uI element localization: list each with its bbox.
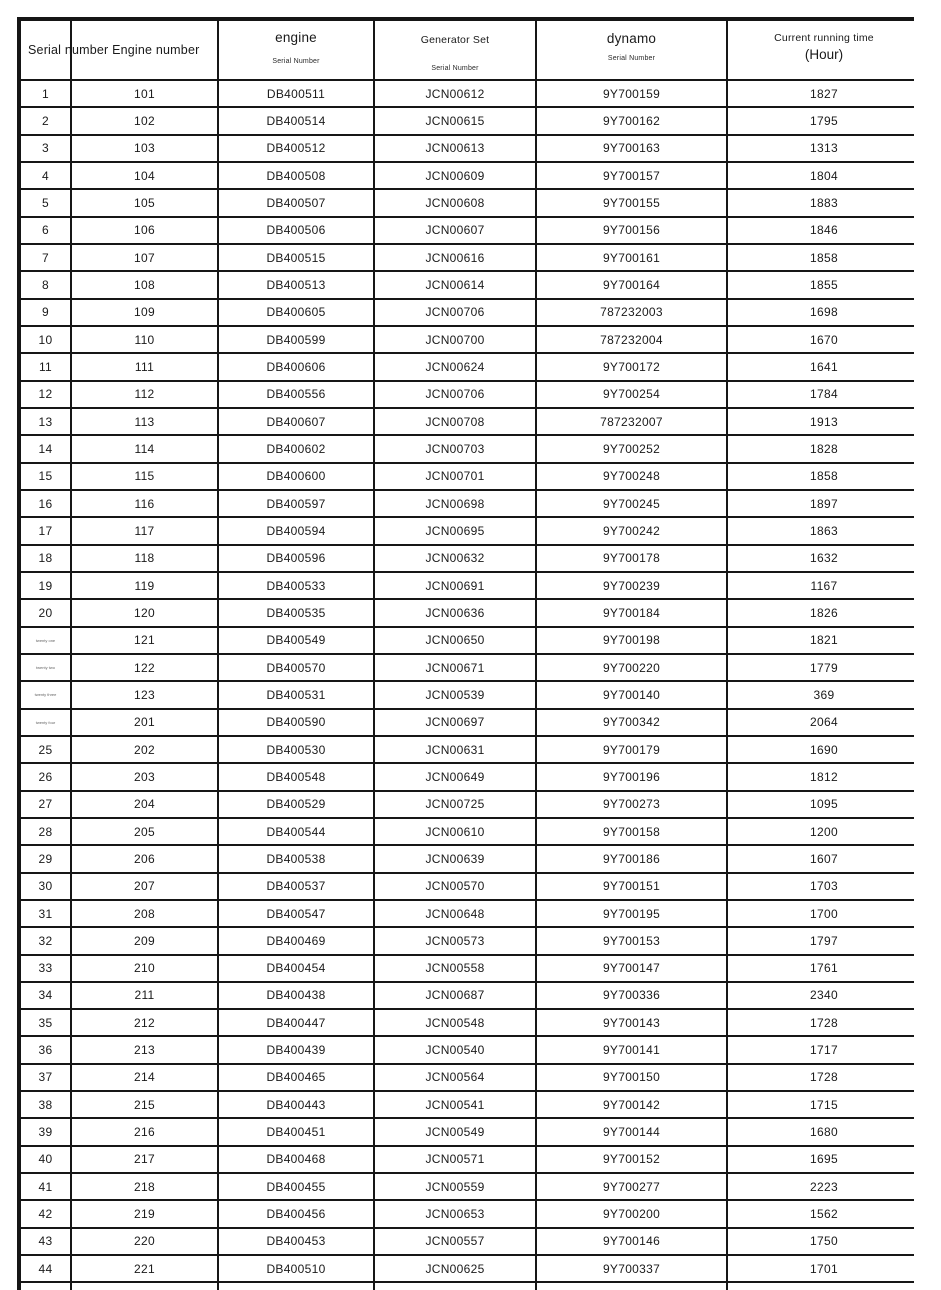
generator-serial-cell: JCN00571 xyxy=(375,1147,535,1172)
dynamo-serial-cell: 9Y700144 xyxy=(537,1119,726,1144)
dynamo-serial-cell: 9Y700155 xyxy=(537,190,726,215)
header-serial-engine-number-label: Serial number Engine number xyxy=(28,43,200,57)
running-time-cell: 1750 xyxy=(728,1229,920,1254)
serial-number-cell: 6 xyxy=(21,218,70,243)
generator-serial-cell: JCN00706 xyxy=(375,300,535,325)
serial-number-cell: 17 xyxy=(21,518,70,543)
engine-number-cell: 214 xyxy=(72,1065,217,1090)
serial-number-cell: 20 xyxy=(21,600,70,625)
engine-serial-cell: DB400510 xyxy=(219,1256,373,1281)
generator-serial-cell: JCN00650 xyxy=(375,628,535,653)
engine-number-cell: 110 xyxy=(72,327,217,352)
dynamo-serial-cell: 9Y700196 xyxy=(537,764,726,789)
dynamo-serial-cell: 9Y700248 xyxy=(537,464,726,489)
dynamo-serial-cell: 9Y700142 xyxy=(537,1092,726,1117)
engine-serial-cell: DB400439 xyxy=(219,1037,373,1062)
serial-number-cell: twenty four xyxy=(21,710,70,735)
engine-serial-cell: DB400607 xyxy=(219,409,373,434)
dynamo-serial-cell: 9Y700153 xyxy=(537,928,726,953)
generator-serial-cell: JCN00725 xyxy=(375,792,535,817)
header-generator-serial-main: Generator Set xyxy=(420,34,490,46)
engine-number-cell: 120 xyxy=(72,600,217,625)
engine-number-cell: 212 xyxy=(72,1010,217,1035)
generator-serial-cell: JCN00625 xyxy=(375,1256,535,1281)
running-time-cell-partial xyxy=(728,1283,920,1290)
serial-number-cell: 16 xyxy=(21,491,70,516)
engine-serial-cell: DB400605 xyxy=(219,300,373,325)
generator-serial-cell: JCN00671 xyxy=(375,655,535,680)
running-time-cell: 1607 xyxy=(728,846,920,871)
generator-serial-cell: JCN00609 xyxy=(375,163,535,188)
running-time-cell: 1695 xyxy=(728,1147,920,1172)
dynamo-serial-cell: 9Y700152 xyxy=(537,1147,726,1172)
serial-number-cell: 2 xyxy=(21,108,70,133)
dynamo-serial-cell: 9Y700146 xyxy=(537,1229,726,1254)
serial-number-cell: 26 xyxy=(21,764,70,789)
engine-number-cell: 215 xyxy=(72,1092,217,1117)
engine-number-cell: 101 xyxy=(72,81,217,106)
running-time-cell: 1167 xyxy=(728,573,920,598)
engine-serial-cell-partial xyxy=(219,1283,373,1290)
engine-number-cell: 206 xyxy=(72,846,217,871)
running-time-cell: 1717 xyxy=(728,1037,920,1062)
engine-serial-cell: DB400453 xyxy=(219,1229,373,1254)
running-time-cell: 1828 xyxy=(728,436,920,461)
running-time-cell: 2223 xyxy=(728,1174,920,1199)
generator-serial-cell: JCN00701 xyxy=(375,464,535,489)
generator-serial-cell: JCN00612 xyxy=(375,81,535,106)
serial-number-cell: 13 xyxy=(21,409,70,434)
generator-serial-cell: JCN00549 xyxy=(375,1119,535,1144)
serial-number-cell: 15 xyxy=(21,464,70,489)
header-engine-serial xyxy=(219,21,373,79)
engine-serial-cell: DB400454 xyxy=(219,956,373,981)
generator-serial-cell: JCN00616 xyxy=(375,245,535,270)
header-running-time xyxy=(728,21,920,79)
running-time-cell: 1812 xyxy=(728,764,920,789)
generator-serial-cell: JCN00700 xyxy=(375,327,535,352)
serial-number-cell: 35 xyxy=(21,1010,70,1035)
engine-serial-cell: DB400530 xyxy=(219,737,373,762)
running-time-cell: 369 xyxy=(728,682,920,707)
engine-serial-cell: DB400456 xyxy=(219,1201,373,1226)
engine-serial-cell: DB400469 xyxy=(219,928,373,953)
engine-number-cell: 116 xyxy=(72,491,217,516)
engine-serial-cell: DB400549 xyxy=(219,628,373,653)
running-time-cell: 1700 xyxy=(728,901,920,926)
running-time-cell: 1897 xyxy=(728,491,920,516)
engine-number-cell: 210 xyxy=(72,956,217,981)
dynamo-serial-cell: 9Y700172 xyxy=(537,354,726,379)
serial-number-cell: 25 xyxy=(21,737,70,762)
generator-serial-cell: JCN00649 xyxy=(375,764,535,789)
engine-serial-cell: DB400515 xyxy=(219,245,373,270)
serial-number-cell: 5 xyxy=(21,190,70,215)
serial-number-cell: 43 xyxy=(21,1229,70,1254)
engine-serial-cell: DB400438 xyxy=(219,983,373,1008)
engine-number-cell: 213 xyxy=(72,1037,217,1062)
running-time-cell: 1680 xyxy=(728,1119,920,1144)
engine-serial-cell: DB400596 xyxy=(219,546,373,571)
serial-number-cell: 42 xyxy=(21,1201,70,1226)
generator-serial-cell: JCN00607 xyxy=(375,218,535,243)
engine-serial-cell: DB400556 xyxy=(219,382,373,407)
engine-serial-cell: DB400599 xyxy=(219,327,373,352)
engine-serial-cell: DB400544 xyxy=(219,819,373,844)
engine-number-cell: 103 xyxy=(72,136,217,161)
dynamo-serial-cell: 9Y700147 xyxy=(537,956,726,981)
generator-serial-cell: JCN00624 xyxy=(375,354,535,379)
document-page xyxy=(17,17,924,1290)
generator-serial-cell: JCN00636 xyxy=(375,600,535,625)
serial-number-cell: 12 xyxy=(21,382,70,407)
running-time-cell: 1715 xyxy=(728,1092,920,1117)
header-dynamo-serial xyxy=(537,21,726,79)
dynamo-serial-cell: 9Y700198 xyxy=(537,628,726,653)
engine-serial-cell: DB400514 xyxy=(219,108,373,133)
engine-number-cell: 203 xyxy=(72,764,217,789)
engine-serial-cell: DB400451 xyxy=(219,1119,373,1144)
running-time-cell: 1728 xyxy=(728,1010,920,1035)
dynamo-serial-cell: 9Y700151 xyxy=(537,874,726,899)
engine-serial-cell: DB400531 xyxy=(219,682,373,707)
serial-number-cell: 7 xyxy=(21,245,70,270)
serial-number-cell: 19 xyxy=(21,573,70,598)
running-time-cell: 1632 xyxy=(728,546,920,571)
engine-number-cell: 112 xyxy=(72,382,217,407)
running-time-cell: 2064 xyxy=(728,710,920,735)
running-time-cell: 1701 xyxy=(728,1256,920,1281)
running-time-cell: 1779 xyxy=(728,655,920,680)
engine-serial-cell: DB400602 xyxy=(219,436,373,461)
header-generator-serial-sub: Serial Number xyxy=(431,65,479,72)
serial-number-cell: 32 xyxy=(21,928,70,953)
dynamo-serial-cell: 9Y700157 xyxy=(537,163,726,188)
engine-number-cell: 205 xyxy=(72,819,217,844)
serial-number-cell: 38 xyxy=(21,1092,70,1117)
dynamo-serial-cell: 9Y700161 xyxy=(537,245,726,270)
serial-number-cell: 44 xyxy=(21,1256,70,1281)
engine-number-cell: 115 xyxy=(72,464,217,489)
header-engine-serial-sub: Serial Number xyxy=(272,58,320,65)
engine-serial-cell: DB400465 xyxy=(219,1065,373,1090)
dynamo-serial-cell: 9Y700342 xyxy=(537,710,726,735)
engine-number-cell: 202 xyxy=(72,737,217,762)
engine-number-cell: 123 xyxy=(72,682,217,707)
running-time-cell: 1855 xyxy=(728,272,920,297)
dynamo-serial-cell: 9Y700336 xyxy=(537,983,726,1008)
engine-number-cell: 220 xyxy=(72,1229,217,1254)
dynamo-serial-cell: 9Y700178 xyxy=(537,546,726,571)
dynamo-serial-cell: 9Y700254 xyxy=(537,382,726,407)
serial-number-cell: 28 xyxy=(21,819,70,844)
engine-number-cell: 113 xyxy=(72,409,217,434)
engine-number-cell: 211 xyxy=(72,983,217,1008)
running-time-cell: 1703 xyxy=(728,874,920,899)
serial-number-cell: 18 xyxy=(21,546,70,571)
engine-generator-dynamo-serial-table xyxy=(17,17,914,1290)
dynamo-serial-cell: 9Y700150 xyxy=(537,1065,726,1090)
generator-serial-cell: JCN00639 xyxy=(375,846,535,871)
serial-number-cell: 31 xyxy=(21,901,70,926)
dynamo-serial-cell: 9Y700242 xyxy=(537,518,726,543)
engine-number-cell: 114 xyxy=(72,436,217,461)
dynamo-serial-cell: 9Y700277 xyxy=(537,1174,726,1199)
running-time-cell: 1827 xyxy=(728,81,920,106)
generator-serial-cell: JCN00687 xyxy=(375,983,535,1008)
dynamo-serial-cell: 787232007 xyxy=(537,409,726,434)
generator-serial-cell: JCN00610 xyxy=(375,819,535,844)
engine-serial-cell: DB400547 xyxy=(219,901,373,926)
dynamo-serial-cell: 9Y700220 xyxy=(537,655,726,680)
generator-serial-cell: JCN00558 xyxy=(375,956,535,981)
dynamo-serial-cell: 9Y700179 xyxy=(537,737,726,762)
dynamo-serial-cell: 9Y700163 xyxy=(537,136,726,161)
serial-number-cell: 10 xyxy=(21,327,70,352)
generator-serial-cell: JCN00608 xyxy=(375,190,535,215)
engine-serial-cell: DB400455 xyxy=(219,1174,373,1199)
generator-serial-cell: JCN00706 xyxy=(375,382,535,407)
running-time-cell: 1690 xyxy=(728,737,920,762)
dynamo-serial-cell: 9Y700252 xyxy=(537,436,726,461)
header-running-time-main: Current running time xyxy=(774,32,874,44)
engine-number-cell: 216 xyxy=(72,1119,217,1144)
serial-number-cell: 40 xyxy=(21,1147,70,1172)
header-generator-serial xyxy=(375,21,535,79)
generator-serial-cell: JCN00648 xyxy=(375,901,535,926)
dynamo-serial-cell: 9Y700158 xyxy=(537,819,726,844)
running-time-cell: 1698 xyxy=(728,300,920,325)
serial-number-cell: 14 xyxy=(21,436,70,461)
running-time-cell: 1804 xyxy=(728,163,920,188)
dynamo-serial-cell: 9Y700156 xyxy=(537,218,726,243)
engine-number-cell-partial xyxy=(72,1283,217,1290)
dynamo-serial-cell: 9Y700195 xyxy=(537,901,726,926)
running-time-cell: 1797 xyxy=(728,928,920,953)
running-time-cell: 1883 xyxy=(728,190,920,215)
engine-number-cell: 108 xyxy=(72,272,217,297)
dynamo-serial-cell: 9Y700143 xyxy=(537,1010,726,1035)
serial-number-cell: 9 xyxy=(21,300,70,325)
serial-number-cell-partial xyxy=(21,1283,70,1290)
generator-serial-cell: JCN00614 xyxy=(375,272,535,297)
running-time-cell: 1728 xyxy=(728,1065,920,1090)
dynamo-serial-cell: 787232004 xyxy=(537,327,726,352)
running-time-cell: 1784 xyxy=(728,382,920,407)
serial-number-cell: 30 xyxy=(21,874,70,899)
serial-number-cell: 4 xyxy=(21,163,70,188)
serial-number-cell: twenty two xyxy=(21,655,70,680)
serial-number-cell: twenty one xyxy=(21,628,70,653)
engine-serial-cell: DB400535 xyxy=(219,600,373,625)
engine-number-cell: 221 xyxy=(72,1256,217,1281)
serial-number-cell: 29 xyxy=(21,846,70,871)
engine-serial-cell: DB400468 xyxy=(219,1147,373,1172)
dynamo-serial-cell: 9Y700200 xyxy=(537,1201,726,1226)
generator-serial-cell: JCN00653 xyxy=(375,1201,535,1226)
running-time-cell: 1863 xyxy=(728,518,920,543)
engine-number-cell: 105 xyxy=(72,190,217,215)
generator-serial-cell: JCN00691 xyxy=(375,573,535,598)
engine-number-cell: 122 xyxy=(72,655,217,680)
generator-serial-cell: JCN00540 xyxy=(375,1037,535,1062)
dynamo-serial-cell: 9Y700159 xyxy=(537,81,726,106)
serial-number-cell: 41 xyxy=(21,1174,70,1199)
engine-number-cell: 117 xyxy=(72,518,217,543)
engine-serial-cell: DB400511 xyxy=(219,81,373,106)
generator-serial-cell: JCN00632 xyxy=(375,546,535,571)
generator-serial-cell: JCN00570 xyxy=(375,874,535,899)
engine-number-cell: 219 xyxy=(72,1201,217,1226)
serial-number-cell: 1 xyxy=(21,81,70,106)
running-time-cell: 1761 xyxy=(728,956,920,981)
engine-serial-cell: DB400548 xyxy=(219,764,373,789)
generator-serial-cell: JCN00557 xyxy=(375,1229,535,1254)
running-time-cell: 1858 xyxy=(728,245,920,270)
engine-number-cell: 208 xyxy=(72,901,217,926)
dynamo-serial-cell: 9Y700184 xyxy=(537,600,726,625)
engine-serial-cell: DB400570 xyxy=(219,655,373,680)
running-time-cell: 1200 xyxy=(728,819,920,844)
generator-serial-cell: JCN00695 xyxy=(375,518,535,543)
engine-number-cell: 121 xyxy=(72,628,217,653)
generator-serial-cell: JCN00613 xyxy=(375,136,535,161)
running-time-cell: 1913 xyxy=(728,409,920,434)
generator-serial-cell: JCN00698 xyxy=(375,491,535,516)
generator-serial-cell: JCN00697 xyxy=(375,710,535,735)
engine-serial-cell: DB400594 xyxy=(219,518,373,543)
dynamo-serial-cell: 9Y700141 xyxy=(537,1037,726,1062)
engine-number-cell: 201 xyxy=(72,710,217,735)
engine-serial-cell: DB400506 xyxy=(219,218,373,243)
header-running-time-sub: (Hour) xyxy=(804,47,844,62)
dynamo-serial-cell: 9Y700164 xyxy=(537,272,726,297)
engine-number-cell: 111 xyxy=(72,354,217,379)
engine-serial-cell: DB400443 xyxy=(219,1092,373,1117)
generator-serial-cell: JCN00615 xyxy=(375,108,535,133)
engine-serial-cell: DB400508 xyxy=(219,163,373,188)
engine-serial-cell: DB400537 xyxy=(219,874,373,899)
generator-serial-cell: JCN00548 xyxy=(375,1010,535,1035)
engine-number-cell: 104 xyxy=(72,163,217,188)
dynamo-serial-cell: 787232003 xyxy=(537,300,726,325)
engine-serial-cell: DB400513 xyxy=(219,272,373,297)
engine-number-cell: 109 xyxy=(72,300,217,325)
running-time-cell: 1670 xyxy=(728,327,920,352)
serial-number-cell: 8 xyxy=(21,272,70,297)
dynamo-serial-cell: 9Y700245 xyxy=(537,491,726,516)
serial-number-cell: 39 xyxy=(21,1119,70,1144)
running-time-cell: 1095 xyxy=(728,792,920,817)
engine-number-cell: 102 xyxy=(72,108,217,133)
engine-serial-cell: DB400600 xyxy=(219,464,373,489)
dynamo-serial-cell: 9Y700162 xyxy=(537,108,726,133)
dynamo-serial-cell: 9Y700186 xyxy=(537,846,726,871)
generator-serial-cell: JCN00541 xyxy=(375,1092,535,1117)
engine-serial-cell: DB400597 xyxy=(219,491,373,516)
engine-number-cell: 119 xyxy=(72,573,217,598)
generator-serial-cell: JCN00703 xyxy=(375,436,535,461)
running-time-cell: 1821 xyxy=(728,628,920,653)
serial-number-cell: 33 xyxy=(21,956,70,981)
engine-number-cell: 118 xyxy=(72,546,217,571)
engine-serial-cell: DB400533 xyxy=(219,573,373,598)
dynamo-serial-cell: 9Y700273 xyxy=(537,792,726,817)
engine-number-cell: 207 xyxy=(72,874,217,899)
dynamo-serial-cell: 9Y700337 xyxy=(537,1256,726,1281)
engine-number-cell: 217 xyxy=(72,1147,217,1172)
engine-serial-cell: DB400606 xyxy=(219,354,373,379)
engine-number-cell: 106 xyxy=(72,218,217,243)
running-time-cell: 1858 xyxy=(728,464,920,489)
header-dynamo-serial-main: dynamo xyxy=(606,31,657,46)
serial-number-cell: 11 xyxy=(21,354,70,379)
engine-number-cell: 209 xyxy=(72,928,217,953)
running-time-cell: 1795 xyxy=(728,108,920,133)
engine-number-cell: 107 xyxy=(72,245,217,270)
engine-serial-cell: DB400538 xyxy=(219,846,373,871)
engine-number-cell: 204 xyxy=(72,792,217,817)
serial-number-cell: 27 xyxy=(21,792,70,817)
dynamo-serial-cell-partial xyxy=(537,1283,726,1290)
running-time-cell: 1641 xyxy=(728,354,920,379)
serial-number-cell: twenty three xyxy=(21,682,70,707)
engine-number-cell: 218 xyxy=(72,1174,217,1199)
engine-serial-cell: DB400507 xyxy=(219,190,373,215)
generator-serial-cell: JCN00564 xyxy=(375,1065,535,1090)
running-time-cell: 1313 xyxy=(728,136,920,161)
engine-serial-cell: DB400590 xyxy=(219,710,373,735)
engine-serial-cell: DB400529 xyxy=(219,792,373,817)
running-time-cell: 2340 xyxy=(728,983,920,1008)
serial-number-cell: 3 xyxy=(21,136,70,161)
generator-serial-cell: JCN00559 xyxy=(375,1174,535,1199)
serial-number-cell: 34 xyxy=(21,983,70,1008)
generator-serial-cell-partial xyxy=(375,1283,535,1290)
header-engine-serial-main: engine xyxy=(275,30,317,45)
running-time-cell: 1826 xyxy=(728,600,920,625)
header-dynamo-serial-sub: Serial Number xyxy=(607,55,656,62)
header-serial-engine-number xyxy=(21,21,200,79)
serial-number-cell: 36 xyxy=(21,1037,70,1062)
generator-serial-cell: JCN00631 xyxy=(375,737,535,762)
generator-serial-cell: JCN00539 xyxy=(375,682,535,707)
running-time-cell: 1562 xyxy=(728,1201,920,1226)
engine-serial-cell: DB400447 xyxy=(219,1010,373,1035)
generator-serial-cell: JCN00708 xyxy=(375,409,535,434)
engine-serial-cell: DB400512 xyxy=(219,136,373,161)
dynamo-serial-cell: 9Y700140 xyxy=(537,682,726,707)
serial-number-cell: 37 xyxy=(21,1065,70,1090)
dynamo-serial-cell: 9Y700239 xyxy=(537,573,726,598)
running-time-cell: 1846 xyxy=(728,218,920,243)
generator-serial-cell: JCN00573 xyxy=(375,928,535,953)
